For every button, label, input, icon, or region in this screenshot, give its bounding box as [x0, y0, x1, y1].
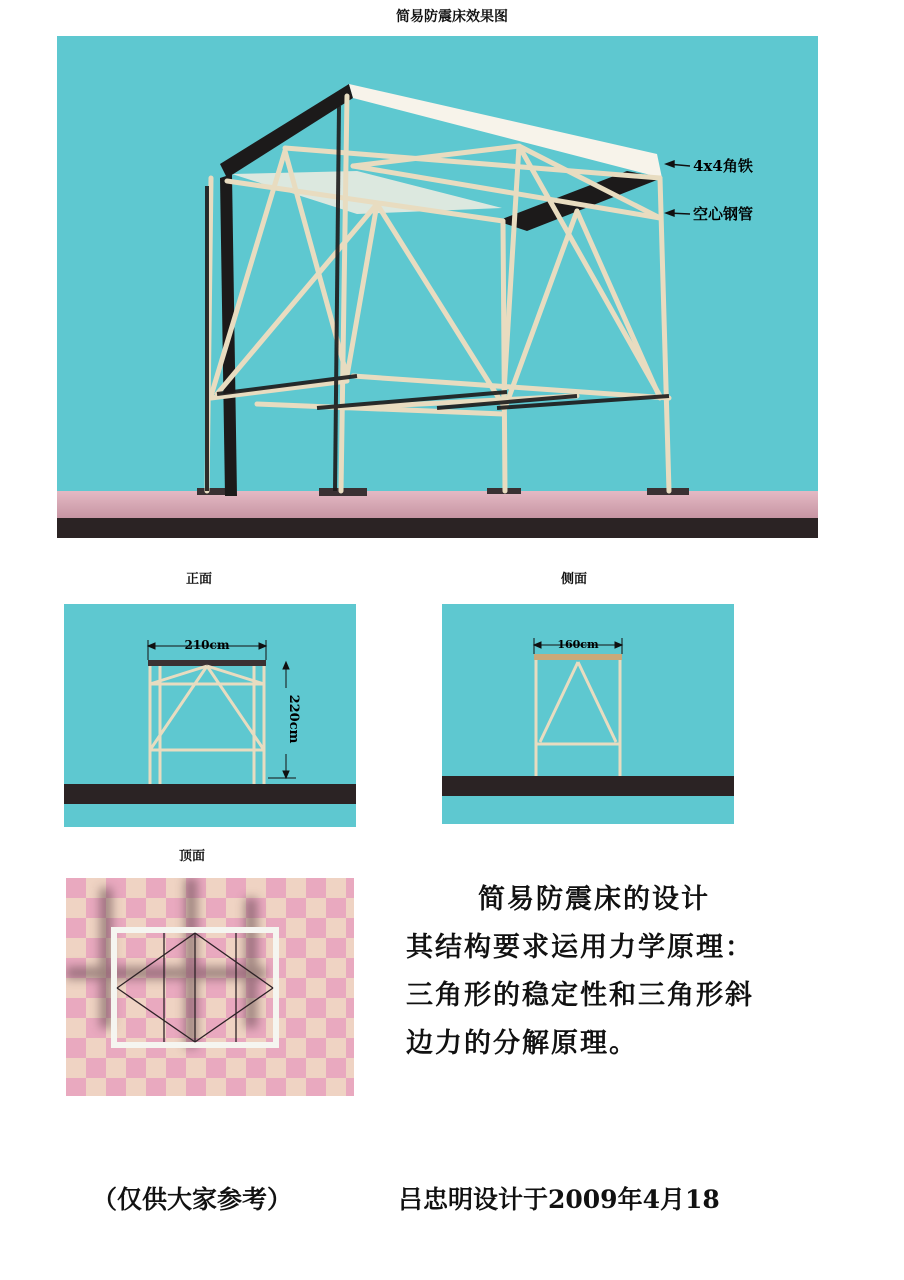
- floor: [442, 776, 734, 796]
- description-body: 其结构要求运用力学原理：三角形的稳定性和三角形斜边力的分解原理。: [406, 932, 754, 1059]
- front-width-label: 210cm: [184, 638, 230, 652]
- front-height-label: 220cm: [286, 694, 301, 744]
- main-render: [57, 36, 818, 538]
- hollow-pipe-label: 空心钢管: [693, 205, 754, 223]
- side-view-label: 侧面: [561, 572, 588, 587]
- footer-credit: 吕忠明设计于2009年4月18: [398, 1185, 720, 1214]
- top-view-label: 顶面: [179, 849, 206, 864]
- side-view: [442, 604, 734, 824]
- description-heading: 简易防震床的设计: [478, 884, 710, 915]
- side-width-label: 160cm: [557, 638, 599, 651]
- top-view: [66, 878, 354, 1096]
- angle-iron-label: 4x4角铁: [693, 157, 753, 175]
- front-view-label: 正面: [186, 572, 213, 587]
- description: [406, 876, 776, 1068]
- floor: [64, 784, 356, 804]
- floor-edge: [57, 518, 818, 538]
- footer-note: （仅供大家参考）: [92, 1185, 293, 1214]
- floor: [57, 491, 818, 518]
- page-title: 简易防震床效果图: [396, 9, 508, 25]
- front-view: [64, 604, 356, 827]
